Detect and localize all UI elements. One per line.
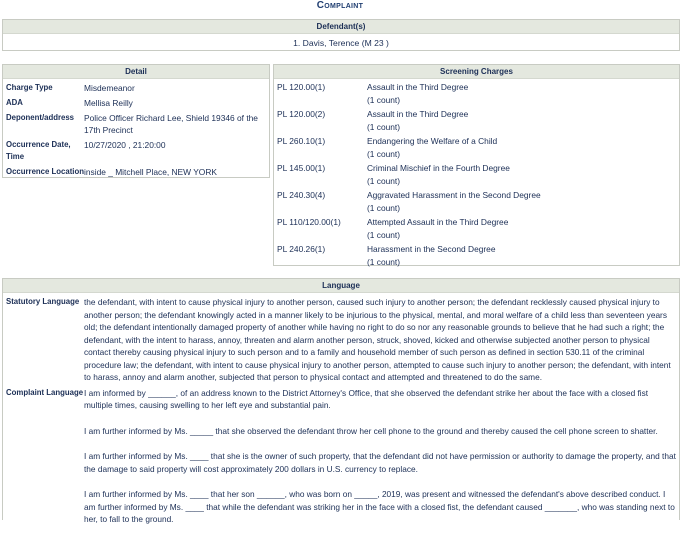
detail-label: Deponent/address (6, 113, 75, 122)
defendant-item: 1. Davis, Terence (M 23 ) (293, 38, 389, 48)
charge-desc: Endangering the Welfare of a Child (367, 136, 498, 146)
detail-value: Police Officer Richard Lee, Shield 19346 of the 17th Precinct (84, 113, 258, 135)
charge-count: (1 count) (367, 230, 401, 240)
detail-row-occurrence-date (3, 139, 269, 163)
charge-desc: Assault in the Third Degree (367, 82, 469, 92)
detail-value: inside _ Mitchell Place, NEW YORK (84, 167, 217, 177)
detail-row-charge-type (3, 82, 269, 94)
charge-code: PL 120.00(1) (277, 82, 326, 92)
defendant-list (3, 34, 679, 48)
defendants-header: Defendant(s) (3, 20, 679, 34)
charge-code: PL 240.30(4) (277, 190, 326, 200)
charge-row (274, 135, 679, 161)
complaint-paragraph: I am further informed by Ms. _____ that she observed the defendant throw her cell phone to the ground and thereby caused the cell phone screen to shatter. (84, 425, 658, 436)
detail-row-ada (3, 97, 269, 109)
charge-desc: Attempted Assault in the Third Degree (367, 217, 509, 227)
charges-header: Screening Charges (274, 65, 679, 79)
charge-count: (1 count) (367, 257, 401, 267)
charge-row (274, 216, 679, 242)
detail-label: Occurrence Location (6, 167, 84, 176)
complaint-paragraph: I am informed by ______, of an address known to the District Attorney's Office, that she observed the defendant strike her about the face with a closed fist multiple times, causing swelling to her left eye and substantial pain. (84, 387, 649, 410)
detail-row-deponent (3, 112, 269, 136)
charge-row (274, 108, 679, 134)
page-title: Complaint (316, 0, 364, 11)
charge-count: (1 count) (367, 203, 401, 213)
complaint-paragraph: I am further informed by Ms. ____ that she is the owner of such property, that the defendant did not have permission or authority to damage the property, and that the damage to said property will cost approximately 200 dollars in U.S. currency to replace. (84, 451, 676, 474)
charge-code: PL 260.10(1) (277, 136, 326, 146)
language-header: Language (3, 279, 679, 293)
charge-code: PL 145.00(1) (277, 163, 326, 173)
detail-label: Charge Type (6, 83, 53, 92)
screening-charges-panel (273, 64, 680, 266)
detail-header: Detail (3, 65, 269, 79)
detail-label: ADA (6, 98, 23, 107)
charge-row (274, 81, 679, 107)
detail-value: Misdemeanor (84, 83, 135, 93)
charge-row (274, 243, 679, 269)
detail-panel (2, 64, 270, 178)
statutory-language-row (3, 293, 679, 384)
complaint-language-row (3, 384, 679, 539)
detail-value: Mellisa Reilly (84, 98, 133, 108)
complaint-language-text (84, 387, 676, 539)
statutory-language-text: the defendant, with intent to cause physical injury to another person, caused such injury to another person; the defendant recklessly caused physical injury to another person; the defendant knowingly acted in a manner likely to be injurious to the physical, mental, and moral welfare of a child less than seventeen years old; the defendant intentionally damaged property of another while having no right to do so nor any reasonable grounds to believe that he had such a right; the defendant, with the intent to harass, annoy, threaten and alarm another person, struck, shoved, kicked and otherwise subjected another person to physical contact thereby causing physical injury to such person and to a family and household member of such person as defined in section 530.11 of the criminal procedure law; the defendant, with intent to cause physical injury to another person, attempted to cause such injury to another person; the defendant, with intent to harass, annoy and alarm another, subjected that person to physical contact and attempted and threatened to do the same. (84, 297, 671, 382)
detail-label: Occurrence Date, Time (6, 140, 71, 161)
charge-count: (1 count) (367, 149, 401, 159)
complaint-paragraph: I am further informed by Ms. ____ that her son ______, who was born on _____, 2019, was present and witnessed the defendant's above described conduct. I am further informed by Ms. ____ that while the defendant was striking her in the face with a closed fist, the defendant caused _______, who was standing next to her, to fall to the ground. (84, 489, 675, 524)
charge-count: (1 count) (367, 176, 401, 186)
charge-count: (1 count) (367, 95, 401, 105)
language-panel (2, 278, 680, 524)
statutory-language-label: Statutory Language (6, 297, 80, 306)
charge-code: PL 240.26(1) (277, 244, 326, 254)
detail-value: 10/27/2020 , 21:20:00 (84, 140, 166, 150)
charge-desc: Aggravated Harassment in the Second Degree (367, 190, 541, 200)
complaint-language-label: Complaint Language (6, 387, 84, 397)
charge-desc: Harassment in the Second Degree (367, 244, 496, 254)
charge-row (274, 189, 679, 215)
charge-desc: Criminal Mischief in the Fourth Degree (367, 163, 510, 173)
charge-desc: Assault in the Third Degree (367, 109, 469, 119)
defendants-panel (2, 19, 680, 51)
charge-count: (1 count) (367, 122, 401, 132)
detail-row-occurrence-location (3, 166, 269, 178)
charge-code: PL 110/120.00(1) (277, 217, 341, 227)
charge-row (274, 162, 679, 188)
charge-code: PL 120.00(2) (277, 109, 326, 119)
